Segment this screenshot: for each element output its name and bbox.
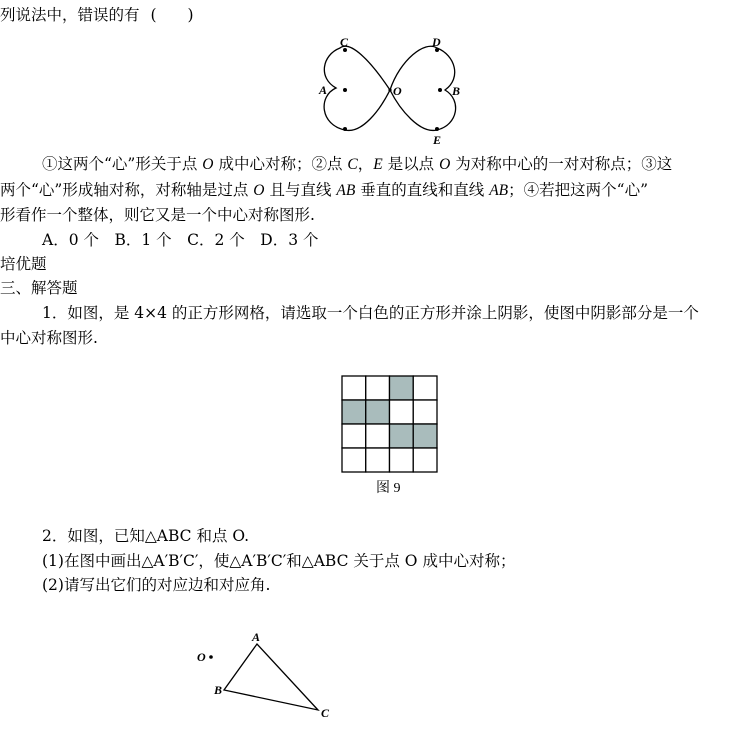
grid-cell-white bbox=[390, 448, 414, 472]
stmt-var-O: O bbox=[202, 156, 214, 173]
grid-cell-white bbox=[342, 448, 366, 472]
stmt-var-O: O bbox=[253, 182, 265, 199]
triangle-figure bbox=[209, 644, 318, 710]
section-peiyou: 培优题 bbox=[0, 255, 47, 273]
point-O-dot bbox=[209, 655, 213, 659]
grid-cell-white bbox=[413, 376, 437, 400]
stmt-text: 成中心对称；②点 bbox=[218, 155, 343, 173]
grid-cell-white bbox=[366, 376, 390, 400]
stmt-var-O: O bbox=[439, 156, 451, 173]
point-E2 bbox=[435, 127, 439, 131]
problem-2-line-2: (1)在图中画出△A′B′C′，使△A′B′C′和△ABC 关于点 O 成中心对称； bbox=[42, 552, 516, 570]
stmt-var-AB: AB bbox=[489, 182, 509, 199]
grid-cell-white bbox=[342, 376, 366, 400]
problem-2-line-1: 2．如图，已知△ABC 和点 O. bbox=[42, 527, 250, 545]
answer-paren: ( ) bbox=[150, 6, 194, 24]
point-O bbox=[388, 88, 391, 91]
stmt-text: 垂直的直线和直线 bbox=[360, 181, 485, 199]
grid-cell-white bbox=[413, 400, 437, 424]
point-A bbox=[343, 88, 347, 92]
left-heart-curve bbox=[324, 46, 390, 130]
stmt-var-C: C bbox=[347, 156, 358, 173]
grid-cell-white bbox=[413, 448, 437, 472]
label-B: B bbox=[452, 84, 461, 98]
label-D: D bbox=[432, 35, 441, 49]
triangle-label-C: C bbox=[321, 706, 330, 720]
stmt-text: 且与直线 bbox=[269, 181, 332, 199]
stmt-text: 为对称中心的一对对称点；③这 bbox=[455, 155, 673, 173]
stmt-text: ；④若把这两个“心” bbox=[508, 181, 649, 199]
stmt-text: ， bbox=[357, 155, 374, 173]
stmt-text: ①这两个“心”形关于点 bbox=[42, 155, 198, 173]
grid-cell-white bbox=[366, 424, 390, 448]
problem-1-line-2: 中心对称图形. bbox=[0, 329, 98, 347]
grid-cell-shaded bbox=[413, 424, 437, 448]
grid-cell-shaded bbox=[342, 400, 366, 424]
answer-options: A．0 个 B．1 个 C．2 个 D．3 个 bbox=[42, 231, 319, 249]
hearts-figure bbox=[324, 46, 455, 130]
problem-2-line-3: (2)请写出它们的对应边和对应角. bbox=[42, 576, 271, 594]
stmt-text: 是以点 bbox=[387, 155, 435, 173]
grid-cell-shaded bbox=[366, 400, 390, 424]
triangle-label-B: B bbox=[214, 683, 223, 697]
point-E bbox=[343, 127, 347, 131]
grid-cell-white bbox=[390, 400, 414, 424]
triangle-label-O: O bbox=[197, 650, 206, 664]
statement-line-3: 形看作一个整体，则它又是一个中心对称图形. bbox=[0, 206, 315, 224]
stmt-text: 两个“心”形成轴对称，对称轴是过点 bbox=[0, 181, 249, 199]
grid-cell-white bbox=[342, 424, 366, 448]
stmt-var-E: E bbox=[373, 156, 383, 173]
point-B bbox=[438, 88, 442, 92]
triangle-abc bbox=[224, 644, 318, 710]
problem-1-line-1: 1．如图，是 4×4 的正方形网格，请选取一个白色的正方形并涂上阴影，使图中阴影部分是一个 bbox=[42, 304, 699, 322]
statement-line-2 bbox=[0, 180, 648, 201]
grid-cell-white bbox=[366, 448, 390, 472]
label-C: C bbox=[340, 35, 349, 49]
question-header-text: 列说法中，错误的有 bbox=[0, 6, 140, 24]
triangle-label-A: A bbox=[252, 630, 261, 644]
grid-cell-shaded bbox=[390, 424, 414, 448]
label-A: A bbox=[319, 83, 328, 97]
grid-figure bbox=[342, 376, 437, 472]
label-E: E bbox=[433, 133, 442, 147]
figure-9-caption: 图 9 bbox=[376, 481, 401, 496]
stmt-var-AB: AB bbox=[336, 182, 356, 199]
grid-cell-shaded bbox=[390, 376, 414, 400]
section-answer: 三、解答题 bbox=[0, 279, 78, 297]
label-O: O bbox=[393, 84, 402, 98]
statement-line-1 bbox=[42, 154, 672, 175]
